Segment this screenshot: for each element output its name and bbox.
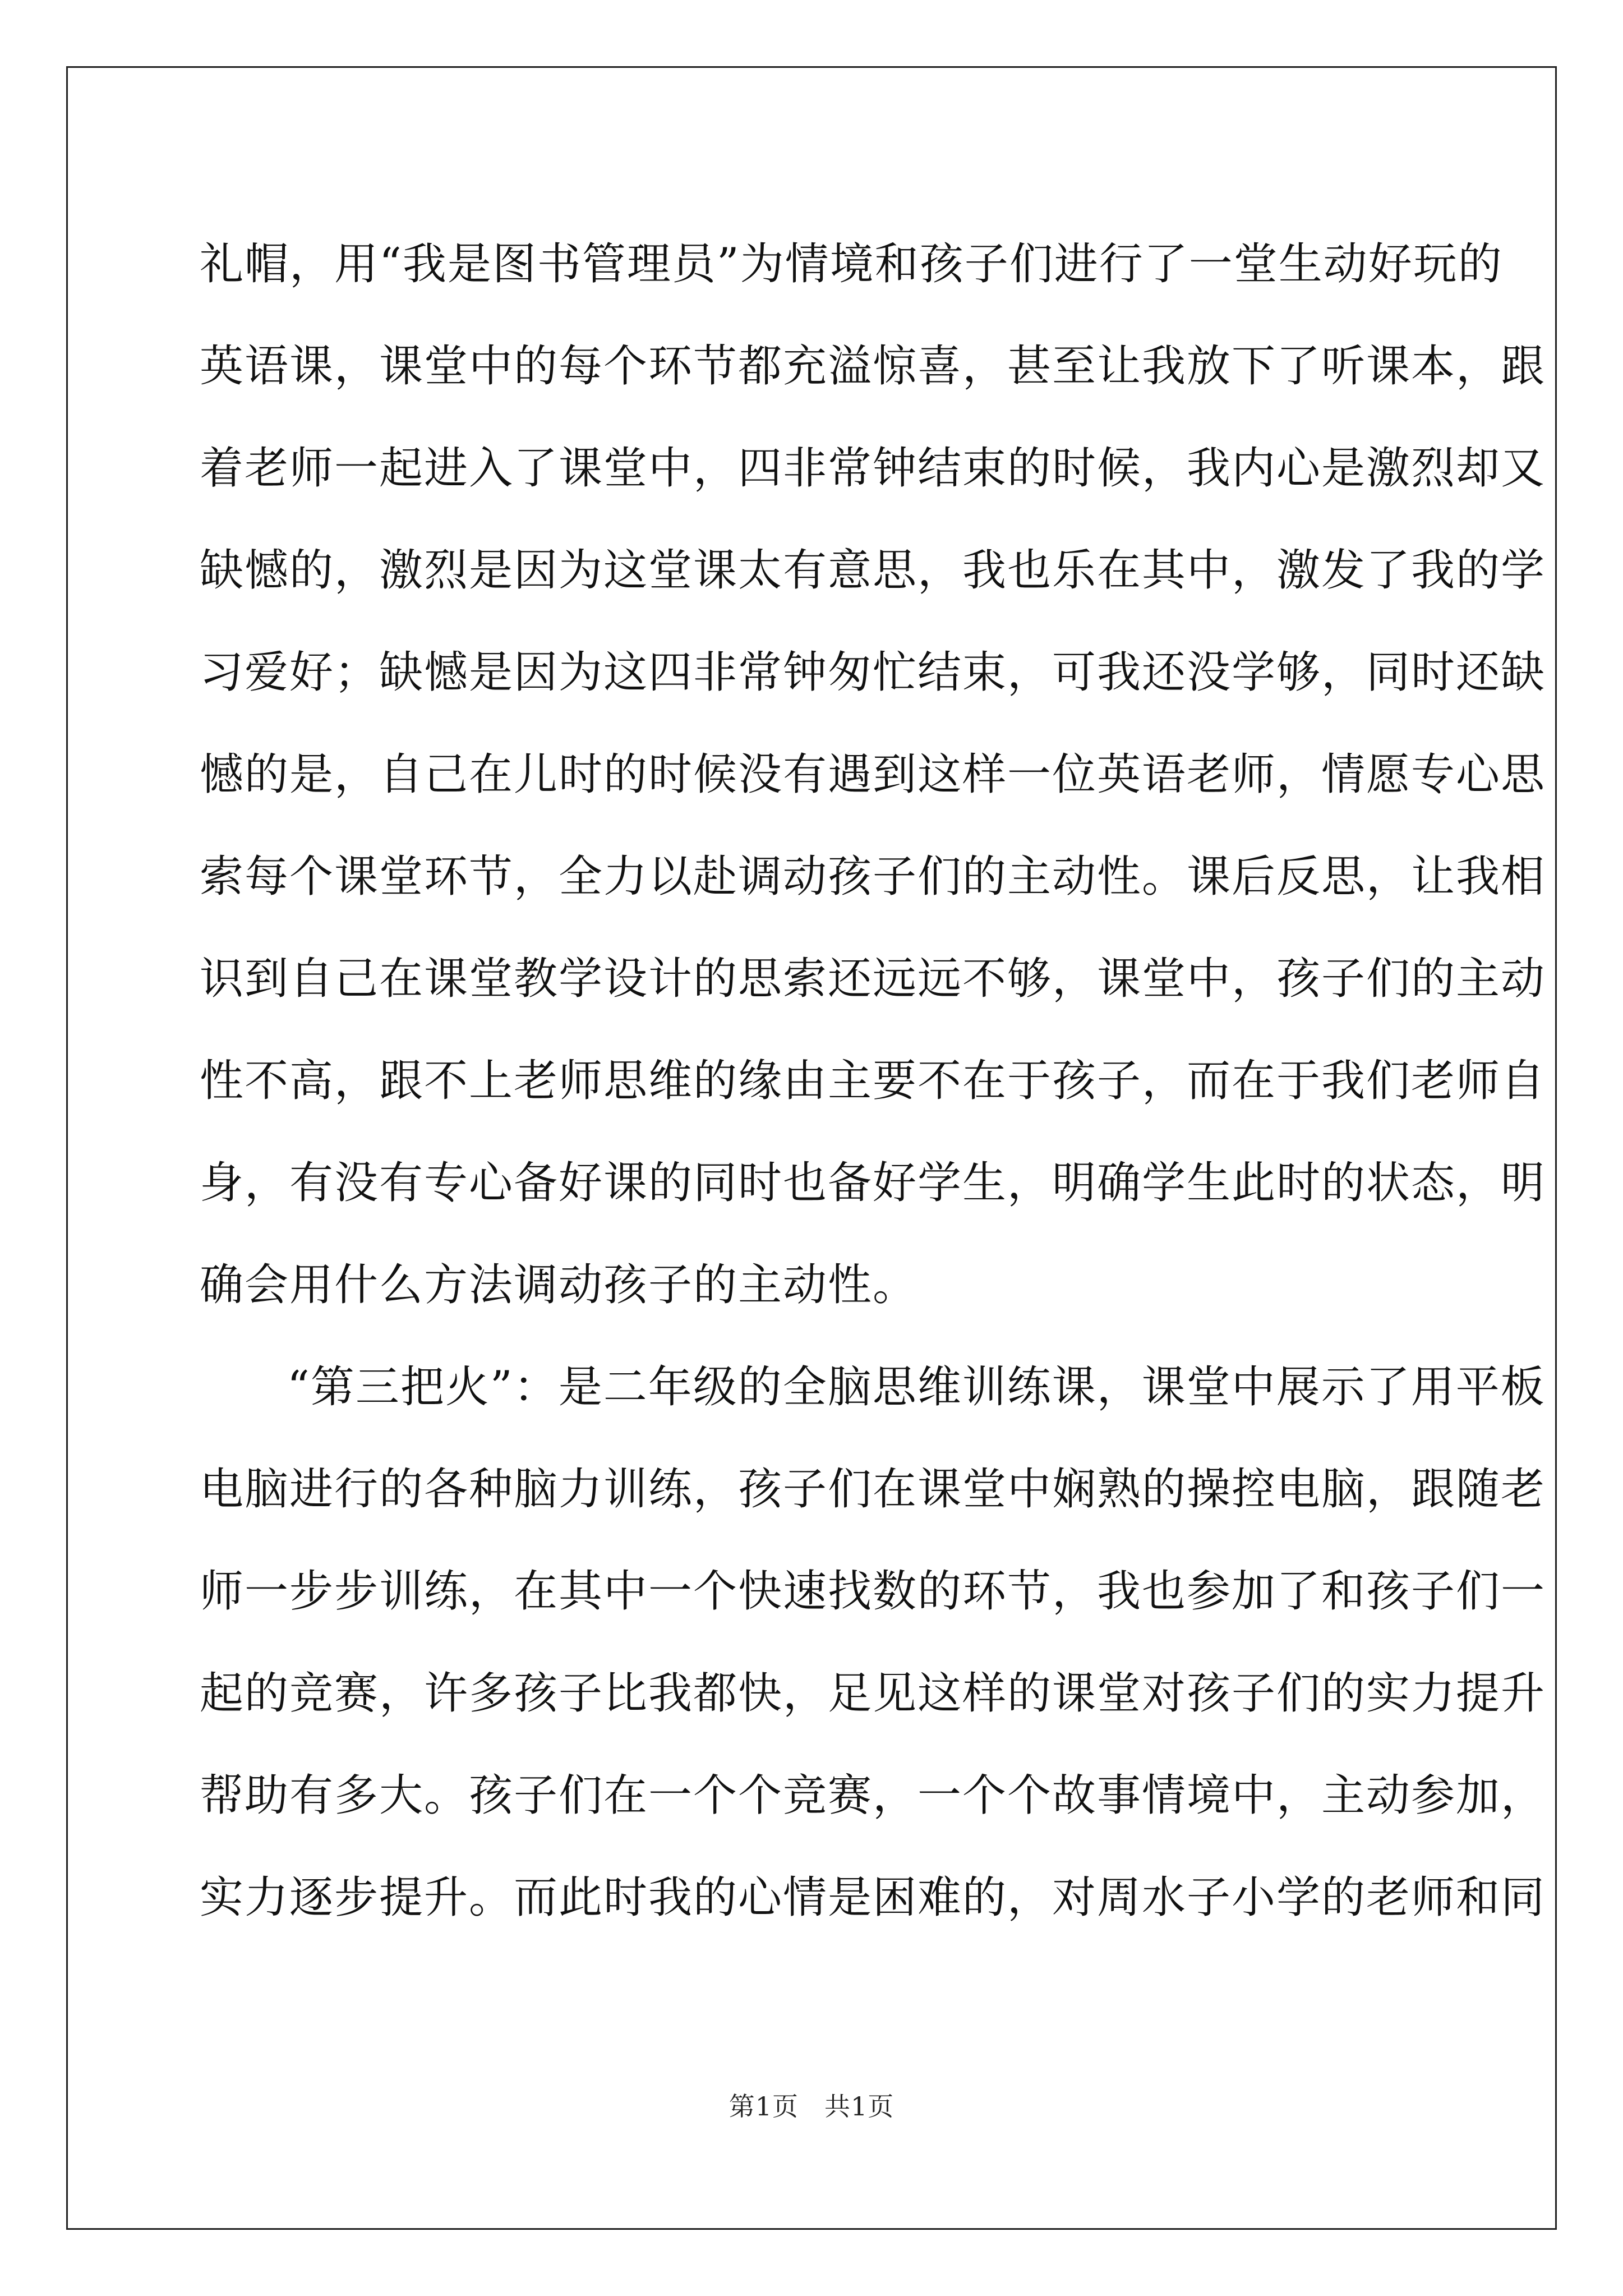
document-body bbox=[200, 213, 1546, 1949]
text-line: 着老师一起进入了课堂中，四非常钟结束的时候，我内心是激烈却又 bbox=[200, 443, 1546, 494]
paragraph-1 bbox=[200, 213, 1546, 1336]
page-total: 共1页 bbox=[824, 2091, 895, 2122]
text-line: 电脑进行的各种脑力训练，孩子们在课堂中娴熟的操控电脑，跟随老 bbox=[200, 1464, 1546, 1515]
text-line: 索每个课堂环节，全力以赴调动孩子们的主动性。课后反思，让我相 bbox=[200, 852, 1546, 902]
text-line: 习爱好；缺憾是因为这四非常钟匆忙结束，可我还没学够，同时还缺 bbox=[200, 647, 1546, 698]
text-line: 缺憾的，激烈是因为这堂课太有意思，我也乐在其中，激发了我的学 bbox=[200, 545, 1546, 596]
text-line: 身，有没有专心备好课的同时也备好学生，明确学生此时的状态，明 bbox=[200, 1158, 1546, 1208]
text-line: 起的竞赛，许多孩子比我都快，足见这样的课堂对孩子们的实力提升 bbox=[200, 1668, 1546, 1719]
paragraph-2 bbox=[200, 1336, 1546, 1949]
text-line: 性不高，跟不上老师思维的缘由主要不在于孩子，而在于我们老师自 bbox=[200, 1056, 1546, 1106]
text-line: 师一步步训练，在其中一个快速找数的环节，我也参加了和孩子们一 bbox=[200, 1566, 1546, 1617]
text-line: “第三把火”：是二年级的全脑思维训练课，课堂中展示了用平板 bbox=[287, 1362, 1546, 1412]
text-line: 英语课，课堂中的每个环节都充溢惊喜，甚至让我放下了听课本，跟 bbox=[200, 341, 1546, 392]
text-line: 憾的是，自己在儿时的时候没有遇到这样一位英语老师，情愿专心思 bbox=[200, 749, 1546, 800]
text-line: 帮助有多大。孩子们在一个个竞赛，一个个故事情境中，主动参加， bbox=[200, 1770, 1546, 1821]
text-line: 实力逐步提升。而此时我的心情是困难的，对周水子小学的老师和同 bbox=[200, 1872, 1546, 1923]
page-number: 第1页 bbox=[728, 2091, 799, 2122]
text-line: 确会用什么方法调动孩子的主动性。 bbox=[200, 1260, 918, 1310]
text-line: 识到自己在课堂教学设计的思索还远远不够，课堂中，孩子们的主动 bbox=[200, 954, 1546, 1004]
page-footer bbox=[0, 2090, 1623, 2123]
text-line: 礼帽，用“我是图书管理员”为情境和孩子们进行了一堂生动好玩的 bbox=[200, 239, 1503, 289]
